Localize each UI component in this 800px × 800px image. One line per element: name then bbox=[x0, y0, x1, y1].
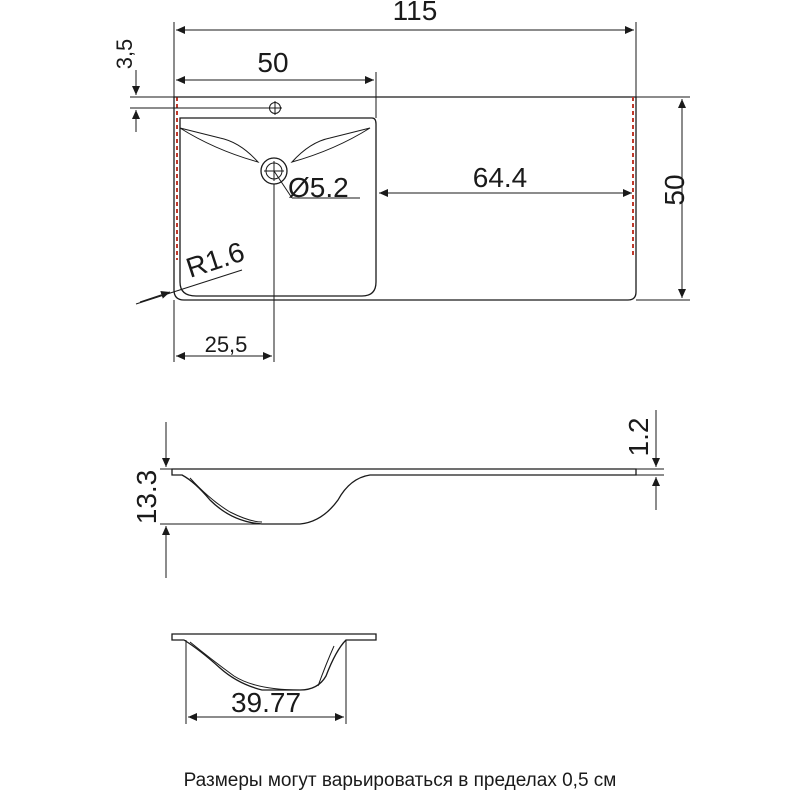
overflow-wing-right bbox=[292, 128, 370, 162]
drain-diameter-label: Ø5.2 bbox=[288, 172, 349, 203]
corner-radius-label: R1.6 bbox=[182, 235, 249, 284]
overall-width-label: 115 bbox=[392, 0, 438, 26]
depth-label: 50 bbox=[659, 174, 690, 206]
top-view bbox=[112, 0, 690, 362]
side-profile bbox=[172, 469, 636, 524]
total-height-label: 13.3 bbox=[131, 469, 162, 525]
footnote: Размеры могут варьироваться в пределах 0,5 см bbox=[183, 770, 617, 791]
drain-from-left-label: 25,5 bbox=[204, 332, 248, 357]
drain-to-edge-label: 64.4 bbox=[472, 162, 528, 193]
front-bowl-width-label: 39.77 bbox=[230, 687, 302, 718]
sink-outline bbox=[174, 97, 636, 300]
bowl-width-label: 50 bbox=[257, 47, 289, 78]
slab-thickness-label: 1.2 bbox=[623, 417, 654, 457]
faucet-offset-label: 3,5 bbox=[112, 38, 137, 70]
front-view bbox=[172, 634, 376, 724]
overflow-wing-left bbox=[180, 128, 258, 162]
side-view bbox=[131, 410, 664, 578]
front-profile bbox=[172, 634, 376, 690]
